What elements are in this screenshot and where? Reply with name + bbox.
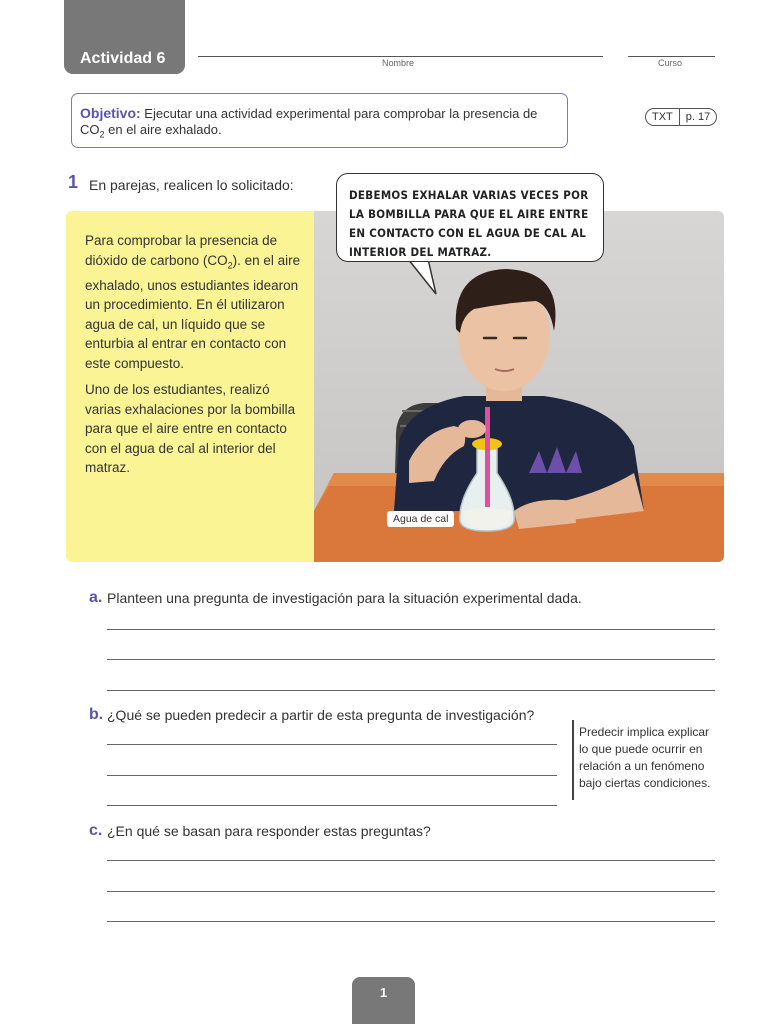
question-instruction: En parejas, realicen lo solicitado: bbox=[89, 177, 294, 193]
context-text-box bbox=[66, 211, 314, 562]
activity-label: Actividad 6 bbox=[80, 50, 166, 67]
name-label: Nombre bbox=[382, 58, 415, 68]
speech-bubble-tail bbox=[400, 258, 440, 298]
item-c-text: ¿En qué se basan para responder estas preguntas? bbox=[107, 823, 431, 839]
question-number: 1 bbox=[68, 172, 79, 192]
context-paragraph-1: Para comprobar la presencia de dióxido de carbono $(CO_2)$. en el aire exhalado, unos estudiantes idearon un procedimiento. En él utilizaron agua de cal, un líquido que se enturbia al entrar en contacto con este compuesto. bbox=[85, 233, 301, 371]
answer-line[interactable] bbox=[107, 744, 557, 745]
answer-line[interactable] bbox=[107, 891, 715, 892]
context-text bbox=[85, 231, 303, 485]
item-c-letter: c. bbox=[89, 822, 103, 839]
txt-label: TXT bbox=[652, 111, 673, 123]
speech-bubble: DEBEMOS EXHALAR VARIAS VECES POR LA BOMBILLA PARA QUE EL AIRE ENTRE EN CONTACTO CON EL AGUA DE CAL AL INTERIOR DEL MATRAZ. bbox=[336, 173, 604, 262]
lime-water-label: Agua de cal bbox=[387, 511, 454, 527]
answer-line[interactable] bbox=[107, 921, 715, 922]
objective-box bbox=[71, 93, 568, 148]
answer-line[interactable] bbox=[107, 860, 715, 861]
item-a-text: Planteen una pregunta de investigación para la situación experimental dada. bbox=[107, 590, 582, 606]
context-panel bbox=[66, 211, 724, 562]
item-b-letter: b. bbox=[89, 706, 104, 723]
photo-illustration bbox=[314, 211, 724, 562]
answer-line[interactable] bbox=[107, 690, 715, 691]
answer-line[interactable] bbox=[107, 629, 715, 630]
objective-text: Ejecutar una actividad experimental para comprobar la presencia de $CO_2$ en el aire exhalado. bbox=[80, 106, 538, 140]
item-a-letter: a. bbox=[89, 589, 103, 606]
name-line bbox=[198, 56, 603, 57]
objective-title: Objetivo: bbox=[80, 105, 141, 121]
page-number: 1 bbox=[379, 985, 388, 1000]
answer-line[interactable] bbox=[107, 775, 557, 776]
student-experiment-photo bbox=[314, 211, 724, 562]
side-note-bar bbox=[572, 720, 574, 800]
side-note: Predecir implica explicar lo que puede ocurrir en relación a un fenómeno bajo ciertas condiciones. bbox=[579, 725, 711, 790]
course-label: Curso bbox=[658, 58, 683, 68]
txt-page: p. 17 bbox=[685, 111, 711, 123]
answer-line[interactable] bbox=[107, 805, 557, 806]
txt-page-reference bbox=[645, 108, 717, 126]
item-b-text: ¿Qué se pueden predecir a partir de esta pregunta de investigación? bbox=[107, 707, 535, 723]
context-paragraph-2: Uno de los estudiantes, realizó varias exhalaciones por la bombilla para que el aire entre en contacto con el agua de cal al interior del matraz. bbox=[85, 382, 296, 476]
answer-line[interactable] bbox=[107, 659, 715, 660]
course-line bbox=[628, 56, 715, 57]
